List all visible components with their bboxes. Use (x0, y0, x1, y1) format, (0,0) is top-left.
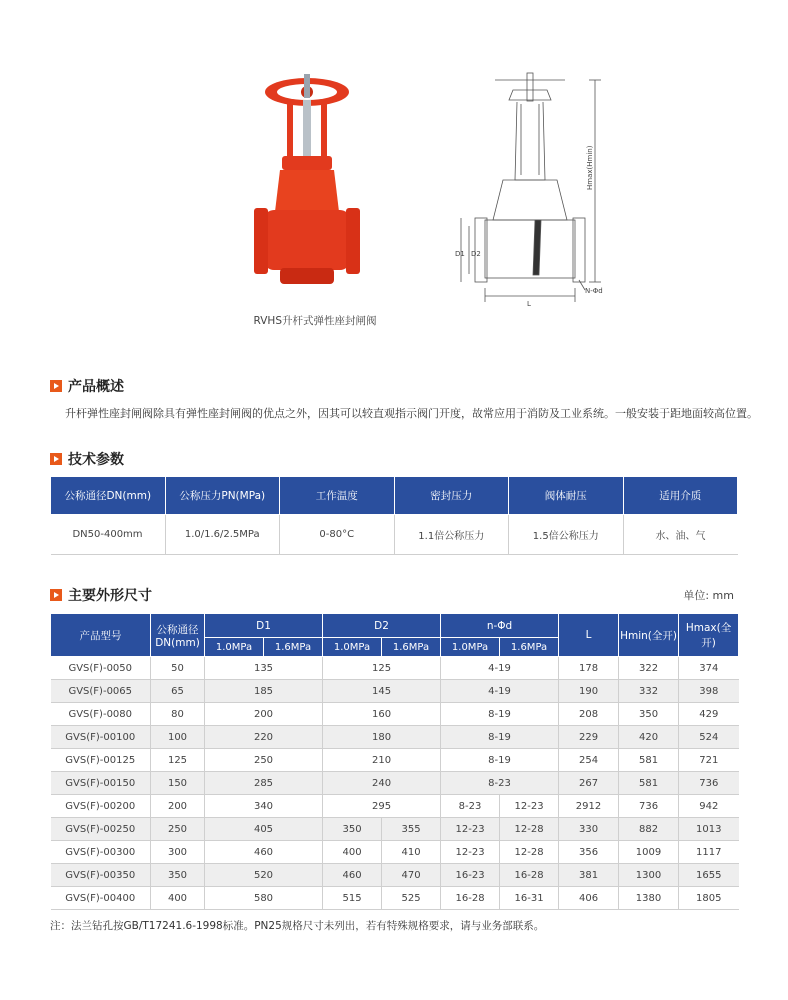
cell-d2-16: 355 (382, 818, 441, 841)
cell-dn: 100 (151, 726, 205, 749)
valve-dimension-drawing (455, 70, 630, 310)
cell-d1: 220 (205, 726, 323, 749)
footnote: 注：法兰钻孔按GB/T17241.6-1998标准。PN25规格尺寸未列出，若有特殊规格要求，请与业务部联系。 (50, 920, 545, 932)
cell-l: 208 (559, 703, 619, 726)
cell-l: 356 (559, 841, 619, 864)
cell-dn: 50 (151, 657, 205, 680)
cell-hmax: 1117 (679, 841, 739, 864)
cell-hmin: 882 (619, 818, 679, 841)
cell-nd-10: 12-23 (441, 818, 500, 841)
table-row (51, 864, 739, 887)
tech-title-text: 技术参数 (68, 452, 124, 468)
cell-d1: 520 (205, 864, 323, 887)
cell-hmax: 398 (679, 680, 739, 703)
cell-hmin: 581 (619, 772, 679, 795)
cell-dn: 80 (151, 703, 205, 726)
tech-value-pn: 1.0/1.6/2.5MPa (165, 515, 280, 555)
cell-hmin: 322 (619, 657, 679, 680)
table-row (51, 726, 739, 749)
cell-d2: 240 (323, 772, 441, 795)
tech-spec-header-row (51, 477, 738, 515)
cell-nd-16: 12-23 (500, 795, 559, 818)
dims-title-text: 主要外形尺寸 (68, 588, 152, 604)
cell-hmin: 420 (619, 726, 679, 749)
drawing-label-d1: D1 (455, 250, 465, 258)
table-row (51, 887, 739, 910)
cell-l: 254 (559, 749, 619, 772)
product-images (0, 0, 788, 340)
cell-nd-16: 12-28 (500, 841, 559, 864)
cell-nd-10: 12-23 (441, 841, 500, 864)
cell-nd: 8-19 (441, 749, 559, 772)
cell-d1: 135 (205, 657, 323, 680)
dims-body (51, 657, 739, 910)
tech-header-media: 适用介质 (623, 477, 738, 515)
cell-d2-10: 515 (323, 887, 382, 910)
cell-hmax: 736 (679, 772, 739, 795)
cell-d2: 145 (323, 680, 441, 703)
cell-dn: 400 (151, 887, 205, 910)
cell-hmax: 429 (679, 703, 739, 726)
overview-title (50, 376, 124, 396)
cell-d2: 160 (323, 703, 441, 726)
cell-hmin: 1009 (619, 841, 679, 864)
cell-d2-10: 460 (323, 864, 382, 887)
dims-header-nd: n-Φd (441, 614, 559, 638)
dims-header-hmin: Hmin(全开) (619, 614, 679, 657)
cell-dn: 65 (151, 680, 205, 703)
dims-header-row (51, 614, 739, 638)
cell-nd-10: 8-23 (441, 795, 500, 818)
table-row (51, 680, 739, 703)
dims-sub-d1-16: 1.6MPa (264, 638, 323, 657)
tech-spec-table (50, 476, 738, 555)
cell-l: 381 (559, 864, 619, 887)
cell-hmin: 1300 (619, 864, 679, 887)
tech-header-seal: 密封压力 (394, 477, 509, 515)
cell-nd: 4-19 (441, 680, 559, 703)
table-row (51, 818, 739, 841)
cell-hmax: 1805 (679, 887, 739, 910)
cell-nd-10: 16-28 (441, 887, 500, 910)
cell-model: GVS(F)-0050 (51, 657, 151, 680)
cell-nd-16: 12-28 (500, 818, 559, 841)
cell-hmax: 721 (679, 749, 739, 772)
cell-model: GVS(F)-00200 (51, 795, 151, 818)
tech-header-dn: 公称通径DN(mm) (51, 477, 166, 515)
section-arrow-icon (50, 380, 62, 392)
cell-l: 267 (559, 772, 619, 795)
valve-photo (250, 70, 365, 305)
dims-header-d2: D2 (323, 614, 441, 638)
cell-hmax: 1655 (679, 864, 739, 887)
table-row (51, 657, 739, 680)
unit-label: 单位: mm (683, 589, 734, 602)
cell-hmin: 350 (619, 703, 679, 726)
tech-title (50, 449, 124, 469)
cell-l: 190 (559, 680, 619, 703)
tech-spec-row (51, 515, 738, 555)
dims-sub-nd-16: 1.6MPa (500, 638, 559, 657)
cell-model: GVS(F)-00300 (51, 841, 151, 864)
cell-nd-16: 16-31 (500, 887, 559, 910)
cell-d2-10: 350 (323, 818, 382, 841)
tech-header-pn: 公称压力PN(MPa) (165, 477, 280, 515)
dims-title (50, 585, 152, 605)
drawing-label-hole: N-Φd (585, 287, 603, 295)
cell-dn: 350 (151, 864, 205, 887)
tech-value-media: 水、油、气 (623, 515, 738, 555)
table-row (51, 749, 739, 772)
cell-l: 330 (559, 818, 619, 841)
cell-dn: 200 (151, 795, 205, 818)
cell-l: 406 (559, 887, 619, 910)
table-row (51, 703, 739, 726)
cell-nd-16: 16-28 (500, 864, 559, 887)
dims-sub-nd-10: 1.0MPa (441, 638, 500, 657)
cell-hmin: 736 (619, 795, 679, 818)
dims-sub-d2-16: 1.6MPa (382, 638, 441, 657)
overview-text: 升杆弹性座封闸阀除具有弹性座封闸阀的优点之外，因其可以较直观指示阀门开度，故常应用于消防及工业系统。一般安装于距地面较高位置。 (65, 407, 758, 420)
drawing-label-hmax: Hmax(Hmin) (586, 145, 594, 190)
cell-hmax: 374 (679, 657, 739, 680)
cell-model: GVS(F)-0080 (51, 703, 151, 726)
dims-sub-d2-10: 1.0MPa (323, 638, 382, 657)
dims-sub-d1-10: 1.0MPa (205, 638, 264, 657)
cell-hmin: 332 (619, 680, 679, 703)
cell-d2-16: 410 (382, 841, 441, 864)
tech-header-body: 阀体耐压 (509, 477, 624, 515)
cell-hmin: 1380 (619, 887, 679, 910)
dims-header-model: 产品型号 (51, 614, 151, 657)
drawing-label-d2: D2 (471, 250, 481, 258)
cell-d1: 185 (205, 680, 323, 703)
cell-l: 178 (559, 657, 619, 680)
dimensions-table (50, 613, 739, 910)
table-row (51, 772, 739, 795)
cell-d1: 200 (205, 703, 323, 726)
cell-d2: 210 (323, 749, 441, 772)
cell-model: GVS(F)-00100 (51, 726, 151, 749)
cell-d2-16: 525 (382, 887, 441, 910)
cell-hmin: 581 (619, 749, 679, 772)
cell-dn: 250 (151, 818, 205, 841)
drawing-label-l: L (527, 300, 531, 308)
cell-hmax: 524 (679, 726, 739, 749)
cell-d1: 340 (205, 795, 323, 818)
cell-d2-16: 470 (382, 864, 441, 887)
cell-d2: 180 (323, 726, 441, 749)
cell-nd: 4-19 (441, 657, 559, 680)
cell-model: GVS(F)-00350 (51, 864, 151, 887)
cell-nd-10: 16-23 (441, 864, 500, 887)
cell-d1: 405 (205, 818, 323, 841)
cell-hmax: 1013 (679, 818, 739, 841)
dims-header-dn: 公称通径DN(mm) (151, 614, 205, 657)
cell-model: GVS(F)-00125 (51, 749, 151, 772)
cell-d1: 580 (205, 887, 323, 910)
tech-value-dn: DN50-400mm (51, 515, 166, 555)
cell-d2-10: 400 (323, 841, 382, 864)
cell-d1: 250 (205, 749, 323, 772)
cell-nd: 8-19 (441, 726, 559, 749)
cell-d2: 125 (323, 657, 441, 680)
cell-d1: 285 (205, 772, 323, 795)
table-row (51, 795, 739, 818)
cell-l: 229 (559, 726, 619, 749)
cell-l: 2912 (559, 795, 619, 818)
section-arrow-icon (50, 453, 62, 465)
cell-model: GVS(F)-0065 (51, 680, 151, 703)
tech-value-seal: 1.1倍公称压力 (394, 515, 509, 555)
cell-dn: 150 (151, 772, 205, 795)
cell-dn: 125 (151, 749, 205, 772)
cell-hmax: 942 (679, 795, 739, 818)
cell-nd: 8-23 (441, 772, 559, 795)
dims-header-l: L (559, 614, 619, 657)
valve-caption: RVHS升杆式弹性座封闸阀 (253, 315, 377, 327)
dims-header-hmax: Hmax(全开) (679, 614, 739, 657)
table-row (51, 841, 739, 864)
cell-nd: 8-19 (441, 703, 559, 726)
dims-header-d1: D1 (205, 614, 323, 638)
tech-header-temp: 工作温度 (280, 477, 395, 515)
tech-value-temp: 0-80°C (280, 515, 395, 555)
cell-model: GVS(F)-00150 (51, 772, 151, 795)
tech-value-body: 1.5倍公称压力 (509, 515, 624, 555)
cell-model: GVS(F)-00250 (51, 818, 151, 841)
cell-d1: 460 (205, 841, 323, 864)
overview-title-text: 产品概述 (68, 379, 124, 395)
cell-dn: 300 (151, 841, 205, 864)
cell-d2: 295 (323, 795, 441, 818)
cell-model: GVS(F)-00400 (51, 887, 151, 910)
section-arrow-icon (50, 589, 62, 601)
